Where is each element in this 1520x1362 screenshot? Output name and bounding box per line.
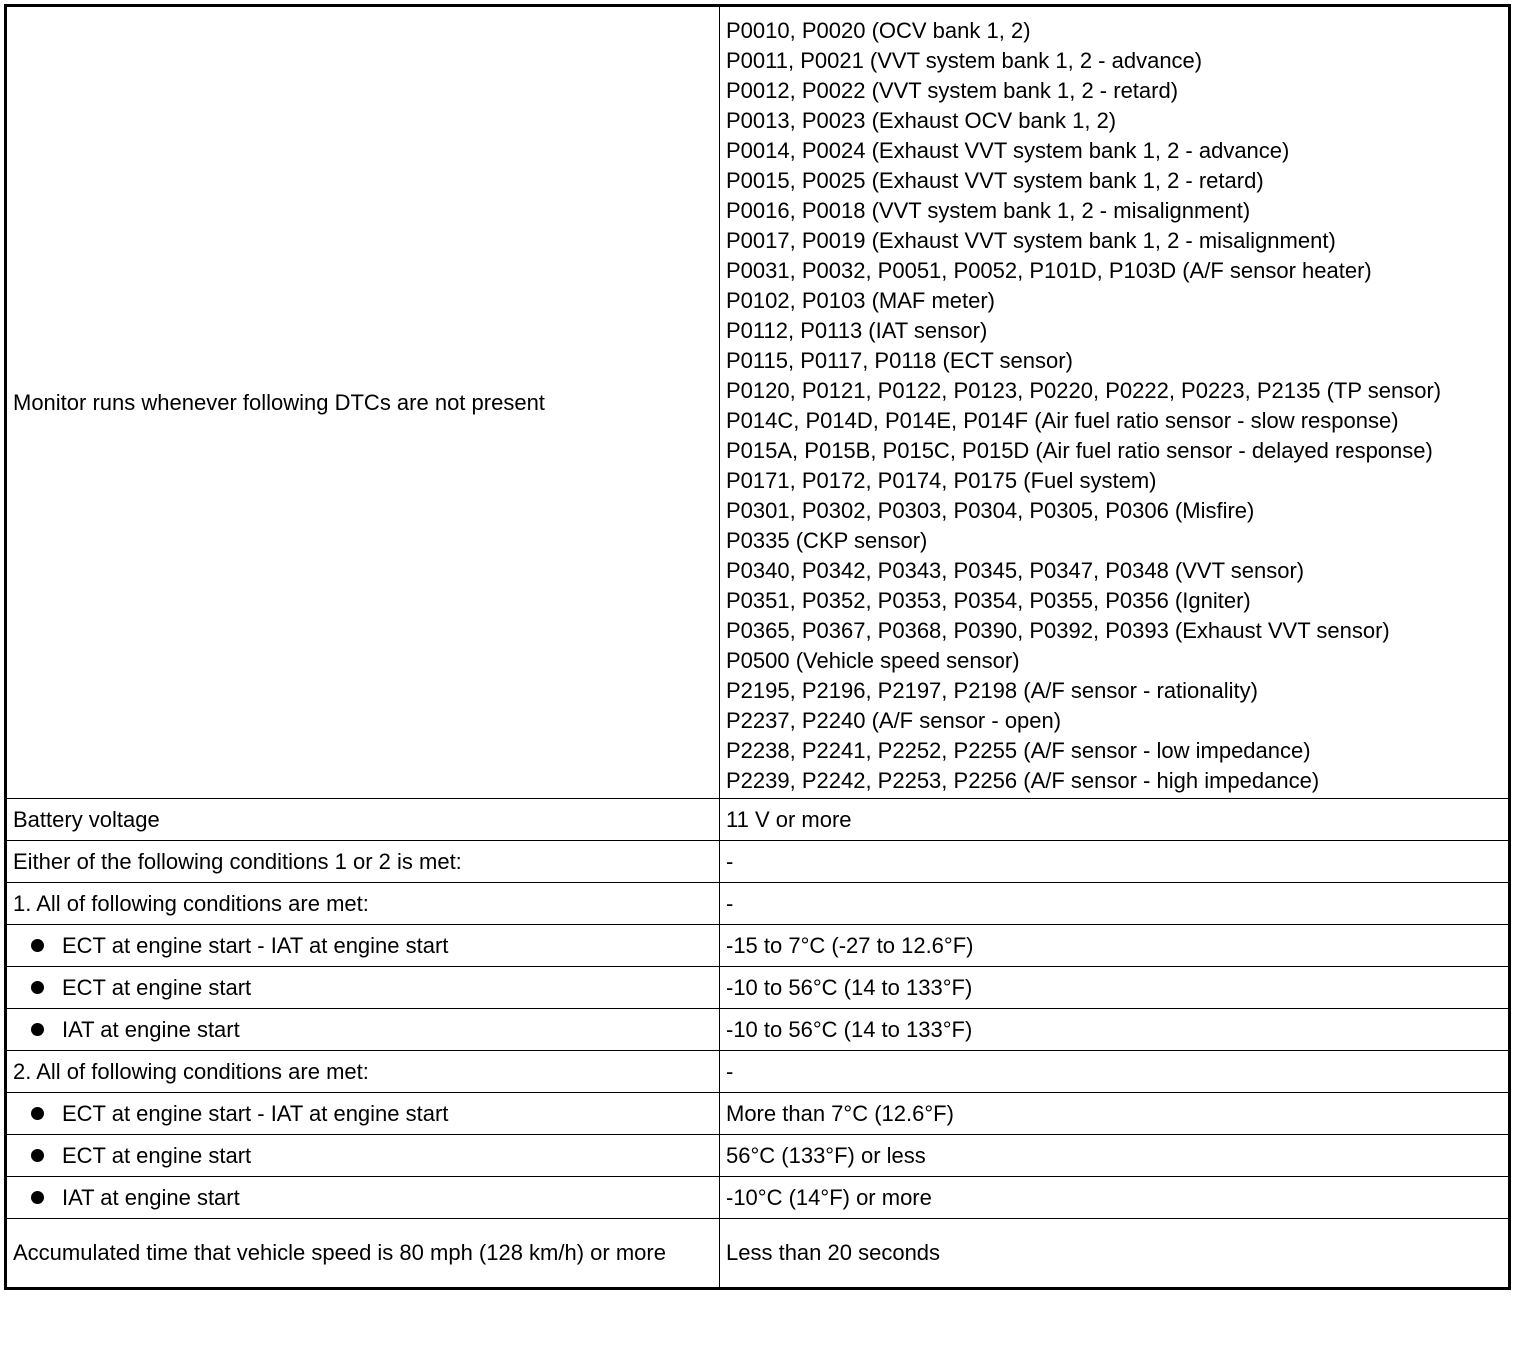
bullet-icon — [31, 1191, 44, 1204]
bullet-item — [13, 931, 448, 961]
dtc-item: P0115, P0117, P0118 (ECT sensor) — [726, 348, 1073, 373]
dtc-item: P0301, P0302, P0303, P0304, P0305, P0306 (Misfire) — [726, 498, 1255, 523]
dtc-list — [720, 6, 1510, 799]
row-label — [6, 967, 720, 1009]
bullet-icon — [31, 1023, 44, 1036]
bullet-text: ECT at engine start - IAT at engine start — [62, 1100, 449, 1126]
dtc-item: P0335 (CKP sensor) — [726, 528, 928, 553]
row-label — [6, 1093, 720, 1135]
dtc-item: P0012, P0022 (VVT system bank 1, 2 - retard) — [726, 78, 1179, 103]
dtc-item: P0013, P0023 (Exhaust OCV bank 1, 2) — [726, 108, 1117, 133]
row-value: - — [720, 883, 1510, 925]
row-value: Less than 20 seconds — [720, 1219, 1510, 1289]
table-row-condition-1-header — [6, 883, 1510, 925]
row-value: - — [720, 1051, 1510, 1093]
row-label — [6, 1135, 720, 1177]
bullet-icon — [31, 1107, 44, 1120]
dtc-item: P0365, P0367, P0368, P0390, P0392, P0393 (Exhaust VVT sensor) — [726, 618, 1390, 643]
dtc-item: P0112, P0113 (IAT sensor) — [726, 318, 988, 343]
bullet-item — [13, 1099, 448, 1129]
dtc-item: P2239, P2242, P2253, P2256 (A/F sensor - high impedance) — [726, 768, 1320, 793]
row-label: 2. All of following conditions are met: — [6, 1051, 720, 1093]
bullet-text: IAT at engine start — [62, 1184, 240, 1210]
row-value: -10 to 56°C (14 to 133°F) — [720, 1009, 1510, 1051]
row-label — [6, 925, 720, 967]
dtc-item: P0014, P0024 (Exhaust VVT system bank 1, 2 - advance) — [726, 138, 1290, 163]
dtc-item: P014C, P014D, P014E, P014F (Air fuel ratio sensor - slow response) — [726, 408, 1399, 433]
table-row-c2-iat — [6, 1177, 1510, 1219]
dtc-item: P0120, P0121, P0122, P0123, P0220, P0222, P0223, P2135 (TP sensor) — [726, 378, 1442, 403]
row-value: -15 to 7°C (-27 to 12.6°F) — [720, 925, 1510, 967]
row-label: Monitor runs whenever following DTCs are not present — [6, 6, 720, 799]
bullet-item — [13, 1015, 240, 1045]
dtc-item: P2195, P2196, P2197, P2198 (A/F sensor - rationality) — [726, 678, 1258, 703]
dtc-item: P015A, P015B, P015C, P015D (Air fuel ratio sensor - delayed response) — [726, 438, 1433, 463]
row-label: Battery voltage — [6, 799, 720, 841]
bullet-text: ECT at engine start — [62, 1142, 252, 1168]
table-row-accumulated-time — [6, 1219, 1510, 1289]
table-row-either-condition — [6, 841, 1510, 883]
row-value: 11 V or more — [720, 799, 1510, 841]
bullet-item — [13, 973, 251, 1003]
dtc-item: P0015, P0025 (Exhaust VVT system bank 1, 2 - retard) — [726, 168, 1264, 193]
bullet-text: IAT at engine start — [62, 1016, 240, 1042]
table-row-c1-iat — [6, 1009, 1510, 1051]
dtc-item: P2238, P2241, P2252, P2255 (A/F sensor - low impedance) — [726, 738, 1311, 763]
dtc-item: P0102, P0103 (MAF meter) — [726, 288, 996, 313]
row-label: 1. All of following conditions are met: — [6, 883, 720, 925]
dtc-item: P0016, P0018 (VVT system bank 1, 2 - misalignment) — [726, 198, 1251, 223]
table-row-c2-ect — [6, 1135, 1510, 1177]
dtc-item: P0351, P0352, P0353, P0354, P0355, P0356 (Igniter) — [726, 588, 1251, 613]
table-row-c1-ect-minus-iat — [6, 925, 1510, 967]
row-label — [6, 1177, 720, 1219]
row-value: - — [720, 841, 1510, 883]
bullet-item — [13, 1141, 251, 1171]
dtc-item: P0011, P0021 (VVT system bank 1, 2 - advance) — [726, 48, 1203, 73]
table-row-condition-2-header — [6, 1051, 1510, 1093]
bullet-icon — [31, 939, 44, 952]
table-row-c2-ect-minus-iat — [6, 1093, 1510, 1135]
bullet-icon — [31, 981, 44, 994]
conditions-table — [4, 4, 1511, 1290]
row-value: 56°C (133°F) or less — [720, 1135, 1510, 1177]
dtc-item: P0340, P0342, P0343, P0345, P0347, P0348 (VVT sensor) — [726, 558, 1305, 583]
table-row-c1-ect — [6, 967, 1510, 1009]
table-row-dtc-exclusions — [6, 6, 1510, 799]
dtc-item: P0017, P0019 (Exhaust VVT system bank 1, 2 - misalignment) — [726, 228, 1336, 253]
row-value: More than 7°C (12.6°F) — [720, 1093, 1510, 1135]
row-label — [6, 1009, 720, 1051]
dtc-item: P0031, P0032, P0051, P0052, P101D, P103D (A/F sensor heater) — [726, 258, 1372, 283]
dtc-item: P2237, P2240 (A/F sensor - open) — [726, 708, 1062, 733]
dtc-item: P0500 (Vehicle speed sensor) — [726, 648, 1020, 673]
row-label: Accumulated time that vehicle speed is 80 mph (128 km/h) or more — [6, 1219, 720, 1289]
bullet-text: ECT at engine start - IAT at engine start — [62, 932, 449, 958]
bullet-text: ECT at engine start — [62, 974, 252, 1000]
row-value: -10°C (14°F) or more — [720, 1177, 1510, 1219]
dtc-item: P0171, P0172, P0174, P0175 (Fuel system) — [726, 468, 1157, 493]
row-label: Either of the following conditions 1 or 2 is met: — [6, 841, 720, 883]
bullet-icon — [31, 1149, 44, 1162]
table-row-battery-voltage — [6, 799, 1510, 841]
row-value: -10 to 56°C (14 to 133°F) — [720, 967, 1510, 1009]
dtc-item: P0010, P0020 (OCV bank 1, 2) — [726, 18, 1031, 43]
bullet-item — [13, 1183, 240, 1213]
